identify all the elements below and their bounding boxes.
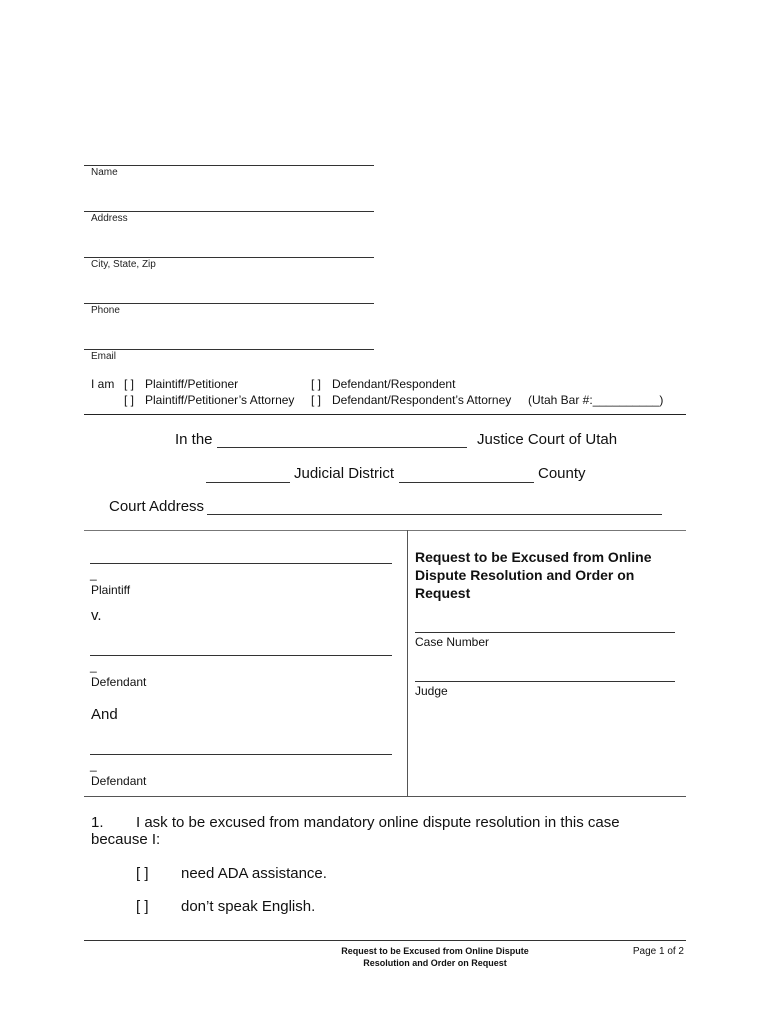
defendant-option-label: Defendant/Respondent	[332, 377, 456, 391]
caption-bottom-divider	[84, 796, 686, 797]
footer-title-line2: Resolution and Order on Request	[363, 958, 507, 968]
name-label: Name	[91, 167, 118, 178]
county-label: County	[538, 465, 586, 482]
versus-label: v.	[91, 607, 102, 624]
county-name-line[interactable]	[399, 482, 534, 483]
english-checkbox[interactable]: [ ]	[136, 898, 149, 915]
plaintiff-name-line[interactable]	[90, 563, 392, 564]
item-text-continued: because I:	[91, 831, 161, 848]
plaintiff-attorney-option-label: Plaintiff/Petitioner’s Attorney	[145, 393, 295, 407]
judicial-district-label: Judicial District	[294, 465, 395, 482]
address-line[interactable]	[84, 211, 374, 212]
defendant-attorney-checkbox[interactable]: [ ]	[311, 393, 322, 407]
ada-checkbox[interactable]: [ ]	[136, 865, 149, 882]
caption-top-divider	[84, 530, 686, 531]
header-divider	[84, 414, 686, 415]
plaintiff-label: Plaintiff	[91, 583, 131, 597]
name-line[interactable]	[84, 165, 374, 166]
case-number-line[interactable]	[415, 632, 675, 633]
plaintiff-option-label: Plaintiff/Petitioner	[145, 377, 239, 391]
defendant-attorney-option-label: Defendant/Respondent’s Attorney	[332, 393, 512, 407]
phone-line[interactable]	[84, 303, 374, 304]
plaintiff-underscore: _	[90, 567, 97, 581]
document-title: Request to be Excused from Online Dispute Resolution and Order on Request	[415, 549, 652, 601]
justice-court-label: Justice Court of Utah	[477, 431, 618, 448]
phone-label: Phone	[91, 305, 120, 316]
plaintiff-checkbox[interactable]: [ ]	[124, 377, 135, 391]
defendant-1-name-line[interactable]	[90, 655, 392, 656]
caption-column-divider	[407, 530, 408, 796]
footer-divider	[84, 940, 686, 941]
judge-label: Judge	[415, 684, 448, 698]
ada-option-label: need ADA assistance.	[181, 865, 327, 882]
english-option-label: don’t speak English.	[181, 898, 316, 915]
email-line[interactable]	[84, 349, 374, 350]
plaintiff-attorney-checkbox[interactable]: [ ]	[124, 393, 135, 407]
defendant-2-label: Defendant	[91, 774, 147, 788]
address-label: Address	[91, 213, 128, 224]
item-number: 1.	[91, 814, 104, 831]
defendant-1-underscore: _	[90, 659, 97, 673]
justice-court-name-line[interactable]	[217, 447, 467, 448]
case-number-label: Case Number	[415, 635, 490, 649]
footer-title-line1: Request to be Excused from Online Dispute	[341, 946, 529, 956]
and-label: And	[91, 706, 118, 723]
city-state-zip-line[interactable]	[84, 257, 374, 258]
defendant-checkbox[interactable]: [ ]	[311, 377, 322, 391]
email-label: Email	[91, 351, 117, 362]
court-address-line[interactable]	[207, 514, 662, 515]
district-number-line[interactable]	[206, 482, 290, 483]
item-text: I ask to be excused from mandatory online dispute resolution in this case	[136, 814, 620, 831]
city-state-zip-label: City, State, Zip	[91, 259, 156, 270]
utah-bar-number[interactable]: (Utah Bar #:__________)	[528, 393, 664, 407]
court-address-label: Court Address	[109, 498, 205, 515]
judge-line[interactable]	[415, 681, 675, 682]
defendant-2-underscore: _	[90, 758, 97, 772]
in-the-label: In the	[175, 431, 213, 448]
defendant-2-name-line[interactable]	[90, 754, 392, 755]
footer-page-number: Page 1 of 2	[632, 946, 684, 957]
i-am-label: I am	[91, 377, 115, 391]
defendant-1-label: Defendant	[91, 675, 147, 689]
